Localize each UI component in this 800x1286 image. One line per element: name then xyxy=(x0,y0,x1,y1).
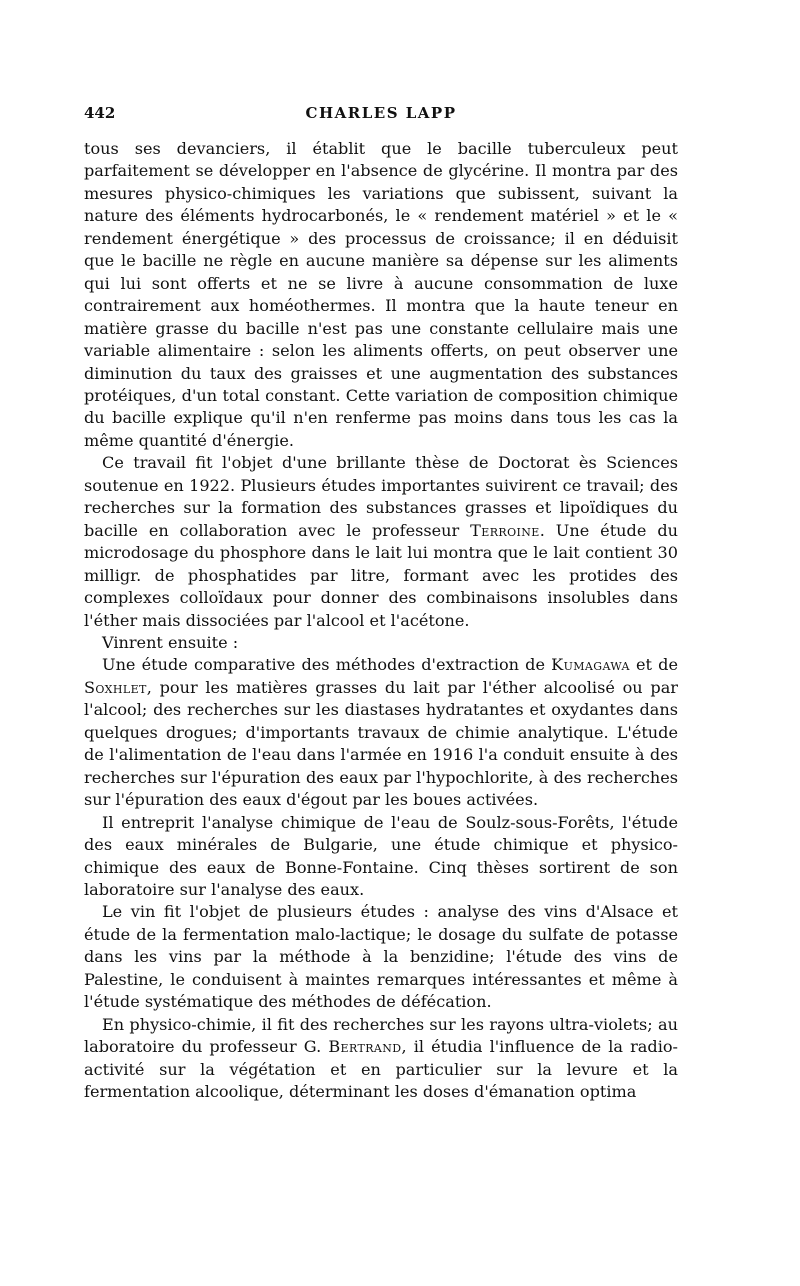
paragraph-4-text-a: Une étude comparative des méthodes d'extraction de xyxy=(102,655,552,675)
page-number: 442 xyxy=(84,104,116,122)
paragraph-2-text-a: Ce travail fit l'objet d'une brillante thèse de Doctorat ès Sciences soutenue en 1922. Plusieurs études importantes suivirent ce travail; des recherches sur la formation des substances grasses et lipoïdiques du bacille en collaboration avec le professeur xyxy=(84,453,678,540)
paragraph-2-text-b: . Une étude du microdosage du phosphore dans le lait lui montra que le lait contient 30 milligr. de phosphatides par litre, formant avec les protides des complexes colloïdaux pour donner des combinaisons insolubles dans l'éther mais dissociées par l'alcool et l'acétone. xyxy=(84,520,678,630)
paragraph-7 xyxy=(84,1014,678,1104)
running-title: CHARLES LAPP xyxy=(305,104,457,122)
paragraph-7-text-b: , il étudia l'influence de la radio-activité sur la végétation et en particulier sur la levure et la fermentation alcoolique, déterminant les doses d'émanation optima xyxy=(84,1037,678,1102)
person-name-bertrand: Bertrand xyxy=(328,1037,402,1057)
paragraph-7-text-a: En physico-chimie, il fit des recherches sur les rayons ultra-violets; au laboratoire du professeur G. xyxy=(84,1014,678,1057)
paragraph-4-text-c: , pour les matières grasses du lait par l'éther alcoolisé ou par l'alcool; des recherches sur les diastases hydratantes et oxydantes dans quelques drogues; d'importants travaux de chimie analytique. L'étude de l'alimentation de l'eau dans l'armée en 1916 l'a conduit ensuite à des recherches sur l'épuration des eaux par l'hypochlorite, à des recherches sur l'épuration des eaux d'égout par les boues activées. xyxy=(84,677,678,810)
body-text xyxy=(84,138,678,1103)
paragraph-6: Le vin fit l'objet de plusieurs études : analyse des vins d'Alsace et étude de la fermentation malo-lactique; le dosage du sulfate de potasse dans les vins par la méthode à la benzidine; l'étude des vins de Palestine, le conduisent à maintes remarques intéressantes et même à l'étude systématique des méthodes de défécation. xyxy=(84,902,678,1012)
person-name-soxhlet: Soxhlet xyxy=(84,677,147,697)
paragraph-5: Il entreprit l'analyse chimique de l'eau de Soulz-sous-Forêts, l'étude des eaux minérales de Bulgarie, une étude chimique et physico-chimique des eaux de Bonne-Fontaine. Cinq thèses sortirent de son laboratoire sur l'analyse des eaux. xyxy=(84,812,678,899)
paragraph-4-text-b: et de xyxy=(629,655,678,675)
person-name-terroine: Terroine xyxy=(470,520,540,540)
paragraph-1: tous ses devanciers, il établit que le bacille tuberculeux peut parfaitement se développer en l'absence de glycérine. Il montra par des mesures physico-chimiques les variations que subissent, suivant la nature des éléments hydrocarbonés, le « rendement matériel » et le « rendement énergétique » des processus de croissance; il en déduisit que le bacille ne règle en aucune manière sa dépense sur les aliments qui lui sont offerts et ne se livre à aucune consommation de luxe contrairement aux homéothermes. Il montra que la haute teneur en matière grasse du bacille n'est pas une constante cellulaire mais une variable alimentaire : selon les aliments offerts, on peut observer une diminution du taux des graisses et une augmentation des substances protéiques, d'un total constant. Cette variation de composition chimique du bacille explique qu'il n'en renferme pas moins dans tous les cas la même quantité d'énergie. xyxy=(84,139,678,450)
paragraph-3: Vinrent ensuite : xyxy=(102,632,239,652)
paragraph-2 xyxy=(84,452,678,632)
person-name-kumagawa: Kumagawa xyxy=(551,655,630,675)
paragraph-4 xyxy=(84,654,678,811)
page-header xyxy=(84,104,678,128)
